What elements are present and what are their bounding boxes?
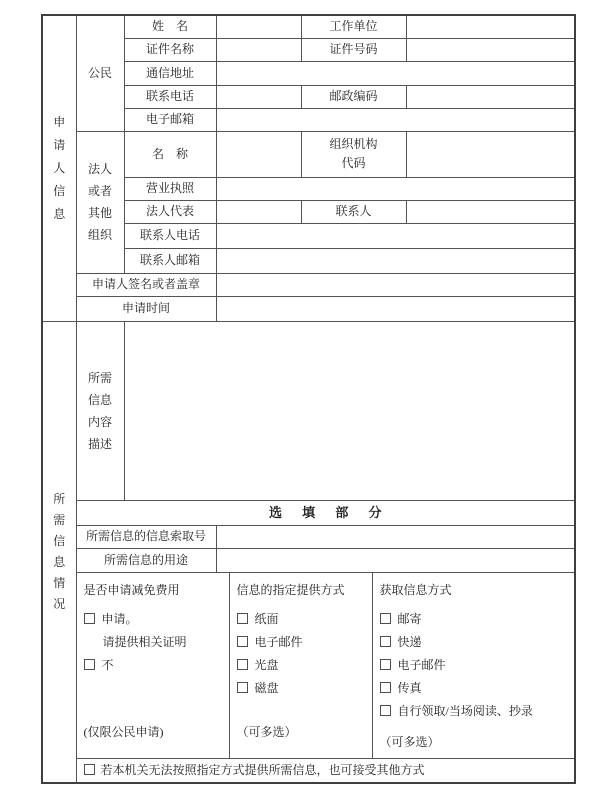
obtain-option-email[interactable]: [380, 654, 571, 677]
contact-person-label: 联系人: [301, 200, 406, 223]
index-number-label: 所需信息的信息索取号: [76, 525, 216, 548]
address-label: 通信地址: [124, 61, 216, 85]
obtain-method-header: 获取信息方式: [379, 582, 452, 597]
fee-option-no[interactable]: [84, 654, 225, 677]
checkbox-icon[interactable]: [84, 659, 95, 670]
delivery-option-disk-label: 磁盘: [254, 680, 279, 695]
obtain-option-mail[interactable]: [380, 608, 571, 631]
obtain-option-pickup[interactable]: [380, 700, 571, 723]
contact-email-label: 联系人邮箱: [124, 248, 216, 273]
id-type-label: 证件名称: [124, 38, 216, 61]
signature-input-cell[interactable]: [216, 273, 575, 296]
checkbox-icon[interactable]: [237, 659, 248, 670]
purpose-label: 所需信息的用途: [76, 548, 216, 572]
apply-time-label: 申请时间: [76, 296, 216, 321]
delivery-option-cd[interactable]: [237, 654, 368, 677]
phone-input-cell[interactable]: [216, 85, 301, 108]
info-description-label-text: 所需信息内容描述: [87, 370, 112, 451]
application-form-table: [41, 14, 576, 784]
checkbox-icon[interactable]: [380, 613, 391, 624]
obtain-option-mail-label: 邮寄: [397, 611, 422, 626]
checkbox-icon[interactable]: [84, 764, 95, 775]
delivery-option-cd-label: 光盘: [254, 657, 279, 672]
checkbox-icon[interactable]: [380, 682, 391, 693]
signature-label: 申请人签名或者盖章: [76, 273, 216, 296]
work-unit-input-cell[interactable]: [406, 15, 575, 38]
org-code-input-cell[interactable]: [406, 131, 575, 177]
required-info-section-title-text: 所需信息情况: [53, 491, 66, 611]
purpose-input-cell[interactable]: [216, 548, 575, 572]
address-input-cell[interactable]: [216, 61, 575, 85]
fallback-note-text: 若本机关无法按照指定方式提供所需信息，也可接受其他方式: [100, 762, 425, 777]
obtain-option-express-label: 快递: [397, 634, 422, 649]
delivery-option-email-label: 电子邮件: [254, 634, 303, 649]
citizen-group-label: 公民: [76, 15, 124, 131]
id-number-label: 证件号码: [301, 38, 406, 61]
info-description-input-cell[interactable]: [124, 321, 575, 500]
checkbox-icon[interactable]: [237, 636, 248, 647]
delivery-option-email[interactable]: [237, 631, 368, 654]
postal-code-label: 邮政编码: [301, 85, 406, 108]
email-input-cell[interactable]: [216, 108, 575, 131]
index-number-input-cell[interactable]: [216, 525, 575, 548]
obtain-method-footnote: （可多选）: [379, 734, 440, 749]
checkbox-icon[interactable]: [237, 682, 248, 693]
obtain-option-fax[interactable]: [380, 677, 571, 700]
contact-phone-label: 联系人电话: [124, 223, 216, 248]
org-name-label: 名 称: [124, 131, 216, 177]
applicant-section-title: [42, 15, 76, 321]
id-type-input-cell[interactable]: [216, 38, 301, 61]
business-license-input-cell[interactable]: [216, 177, 575, 200]
fee-option-apply[interactable]: [84, 608, 225, 631]
legal-rep-label: 法人代表: [124, 200, 216, 223]
obtain-option-pickup-label: 自行领取/当场阅读、抄录: [397, 703, 533, 718]
delivery-option-paper[interactable]: [237, 608, 368, 631]
obtain-option-fax-label: 传真: [397, 680, 422, 695]
legal-rep-input-cell[interactable]: [216, 200, 301, 223]
id-number-input-cell[interactable]: [406, 38, 575, 61]
contact-email-input-cell[interactable]: [216, 248, 575, 273]
delivery-option-paper-label: 纸面: [254, 611, 279, 626]
applicant-section-title-text: 申请人信息: [53, 114, 66, 221]
delivery-method-footnote: （可多选）: [236, 724, 297, 739]
org-group-label-text: 法人或者其他组织: [87, 162, 112, 242]
obtain-option-email-label: 电子邮件: [397, 657, 446, 672]
org-code-label-text: 组织机构代码: [329, 137, 378, 170]
phone-label: 联系电话: [124, 85, 216, 108]
postal-code-input-cell[interactable]: [406, 85, 575, 108]
delivery-option-disk[interactable]: [237, 677, 368, 700]
delivery-method-header: 信息的指定提供方式: [236, 582, 345, 597]
fee-option-no-label: 不: [101, 657, 114, 672]
checkbox-icon[interactable]: [380, 636, 391, 647]
org-code-label: [301, 131, 406, 177]
fee-waiver-footnote: (仅限公民申请): [83, 724, 164, 739]
org-name-input-cell[interactable]: [216, 131, 301, 177]
checkbox-icon[interactable]: [84, 613, 95, 624]
checkbox-icon[interactable]: [380, 659, 391, 670]
name-label: 姓 名: [124, 15, 216, 38]
checkbox-icon[interactable]: [237, 613, 248, 624]
optional-section-header: 选填部分: [76, 500, 575, 525]
fee-option-apply-note: 请提供相关证明: [102, 634, 187, 649]
email-label: 电子邮箱: [124, 108, 216, 131]
fee-waiver-header: 是否申请减免费用: [83, 582, 180, 597]
fee-waiver-cell: [76, 572, 229, 758]
info-description-label: [76, 321, 124, 500]
delivery-method-cell: [229, 572, 372, 758]
obtain-option-express[interactable]: [380, 631, 571, 654]
obtain-method-cell: [372, 572, 575, 758]
business-license-label: 营业执照: [124, 177, 216, 200]
contact-phone-input-cell[interactable]: [216, 223, 575, 248]
checkbox-icon[interactable]: [380, 705, 391, 716]
name-input-cell[interactable]: [216, 15, 301, 38]
fee-option-apply-label: 申请。: [101, 611, 138, 626]
fallback-note-row[interactable]: [76, 758, 575, 783]
work-unit-label: 工作单位: [301, 15, 406, 38]
contact-person-input-cell[interactable]: [406, 200, 575, 223]
apply-time-input-cell[interactable]: [216, 296, 575, 321]
org-group-label: [76, 131, 124, 273]
required-info-section-title: [42, 321, 76, 783]
